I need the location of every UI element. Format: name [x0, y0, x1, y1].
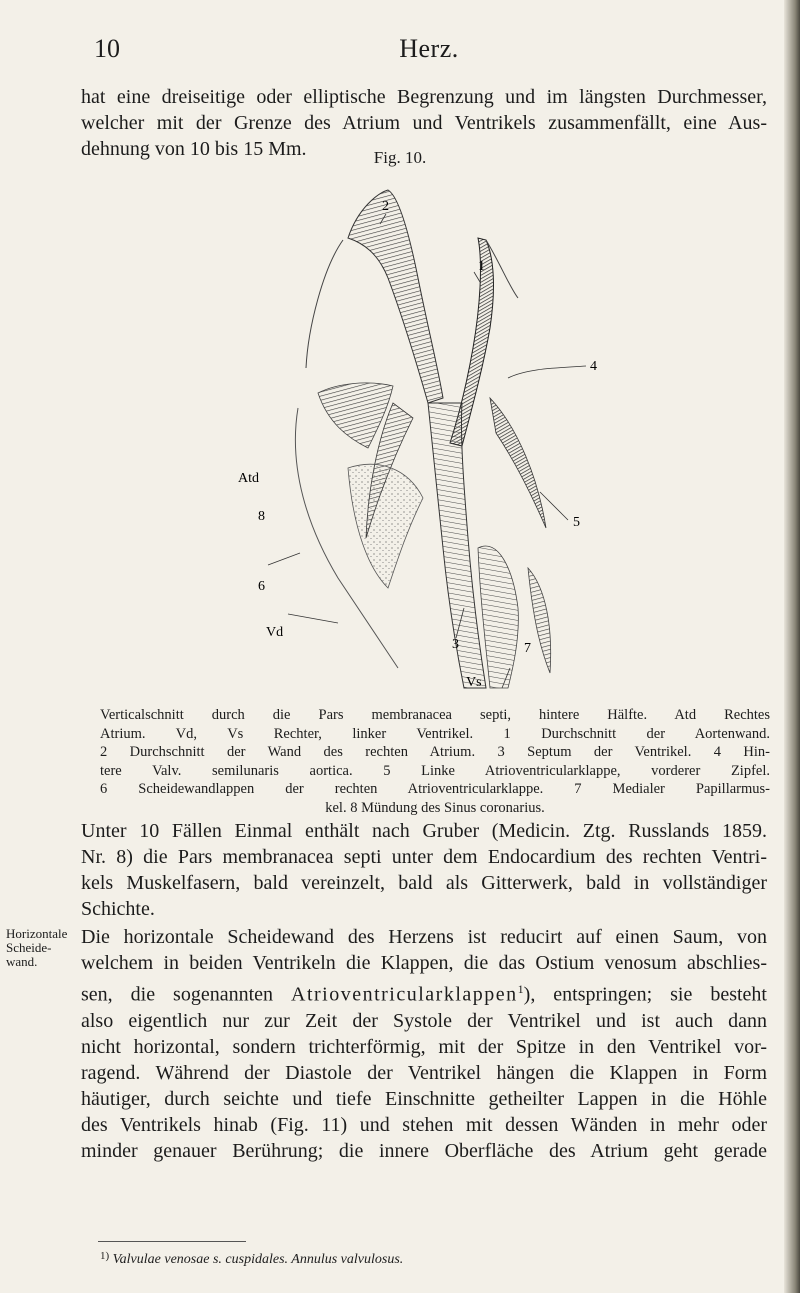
fig-label-atd: Atd	[238, 471, 259, 486]
figure-caption	[100, 706, 770, 817]
text-line: also eigentlich nur zur Zeit der Systole der Ventrikel und ist auch dann	[81, 1009, 767, 1032]
figure-heart-section	[228, 168, 628, 702]
text-line: Nr. 8) die Pars membranacea septi unter dem Endocardium des rechten Ventri-	[81, 846, 767, 868]
caption-line: Verticalschnitt durch die Pars membranacea septi, hintere Hälfte. Atd Rechtes	[100, 707, 770, 723]
figure-label: Fig. 10.	[373, 148, 427, 167]
text-line: ragend. Während der Diastole der Ventrikel hängen die Klappen in Form	[81, 1061, 767, 1084]
heart-section-illustration	[228, 168, 628, 702]
text-line: minder genauer Berührung; die innere Oberfläche des Atrium geht gerade	[81, 1139, 767, 1162]
footnote-text: Valvulae venosae s. cuspidales. Annulus valvulosus.	[112, 1252, 404, 1267]
margin-note-line: Horizontale	[6, 926, 68, 941]
fig-label-4: 4	[590, 359, 597, 374]
fig-label-3: 3	[452, 637, 459, 652]
caption-line: kel. 8 Mündung des Sinus coronarius.	[325, 799, 545, 816]
paragraph-horizontal-septum	[81, 924, 767, 1164]
text-line: Unter 10 Fällen Einmal enthält nach Gruber (Medicin. Ztg. Russlands 1859.	[81, 820, 767, 842]
text-line: Die horizontale Scheidewand des Herzens ist reducirt auf einen Saum, von	[81, 926, 767, 948]
fig-label-7: 7	[524, 641, 531, 656]
footnote-rule	[98, 1241, 246, 1242]
caption-line: tere Valv. semilunaris aortica. 5 Linke Atrioventricularklappe, vorderer Zipfel.	[100, 762, 770, 779]
text-fragment: sen, die sogenannten	[81, 983, 291, 1006]
caption-line: Atrium. Vd, Vs Rechter, linker Ventrikel. 1 Durchschnitt der Aortenwand.	[100, 725, 770, 742]
text-line	[81, 976, 767, 1008]
page-number: 10	[94, 34, 120, 63]
footnote-marker: 1)	[100, 1250, 110, 1262]
text-fragment: ), entspringen; sie besteht	[523, 983, 767, 1006]
footnote	[100, 1250, 403, 1268]
caption-line: 6 Scheidewandlappen der rechten Atrioventricularklappe. 7 Medialer Papillarmus-	[100, 781, 770, 797]
fig-label-5: 5	[573, 515, 580, 530]
paragraph-gruber	[81, 818, 767, 922]
margin-note-line: Scheide-	[6, 940, 52, 955]
fig-label-6: 6	[258, 579, 265, 594]
fig-label-2: 2	[382, 199, 389, 214]
text-line: dehnung von 10 bis 15 Mm.	[81, 138, 307, 160]
text-line: kels Muskelfasern, bald vereinzelt, bald als Gitterwerk, bald in vollständiger	[81, 872, 767, 894]
caption-line: 2 Durchschnitt der Wand des rechten Atrium. 3 Septum der Ventrikel. 4 Hin-	[100, 744, 770, 760]
text-line: welchem in beiden Ventrikeln die Klappen, die das Ostium venosum abschlies-	[81, 952, 767, 974]
margin-note	[6, 927, 76, 969]
text-line: hat eine dreiseitige oder elliptische Begrenzung und im längsten Durchmesser,	[81, 86, 767, 108]
margin-note-line: wand.	[6, 954, 38, 969]
term-atrioventricularklappen: Atrioventricularklappen	[291, 983, 518, 1006]
running-title: Herz.	[399, 34, 459, 63]
text-line: häutiger, durch seichte und tiefe Einschnitte getheilter Lappen in die Höhle	[81, 1087, 767, 1110]
text-line: welcher mit der Grenze des Atrium und Ventrikels zusammenfällt, eine Aus-	[81, 112, 767, 134]
fig-label-1: 1	[478, 259, 485, 274]
page-header	[94, 34, 764, 64]
text-line: des Ventrikels hinab (Fig. 11) und stehen mit dessen Wänden in mehr oder	[81, 1113, 767, 1136]
fig-label-vd: Vd	[266, 625, 284, 640]
footnote-ref: 1	[517, 982, 524, 996]
text-line: Schichte.	[81, 898, 155, 920]
text-line: nicht horizontal, sondern trichterförmig, mit der Spitze in den Ventrikel vor-	[81, 1035, 767, 1058]
fig-label-vs: Vs	[466, 675, 482, 690]
page-edge-shadow	[784, 0, 800, 1293]
fig-label-8: 8	[258, 509, 265, 524]
